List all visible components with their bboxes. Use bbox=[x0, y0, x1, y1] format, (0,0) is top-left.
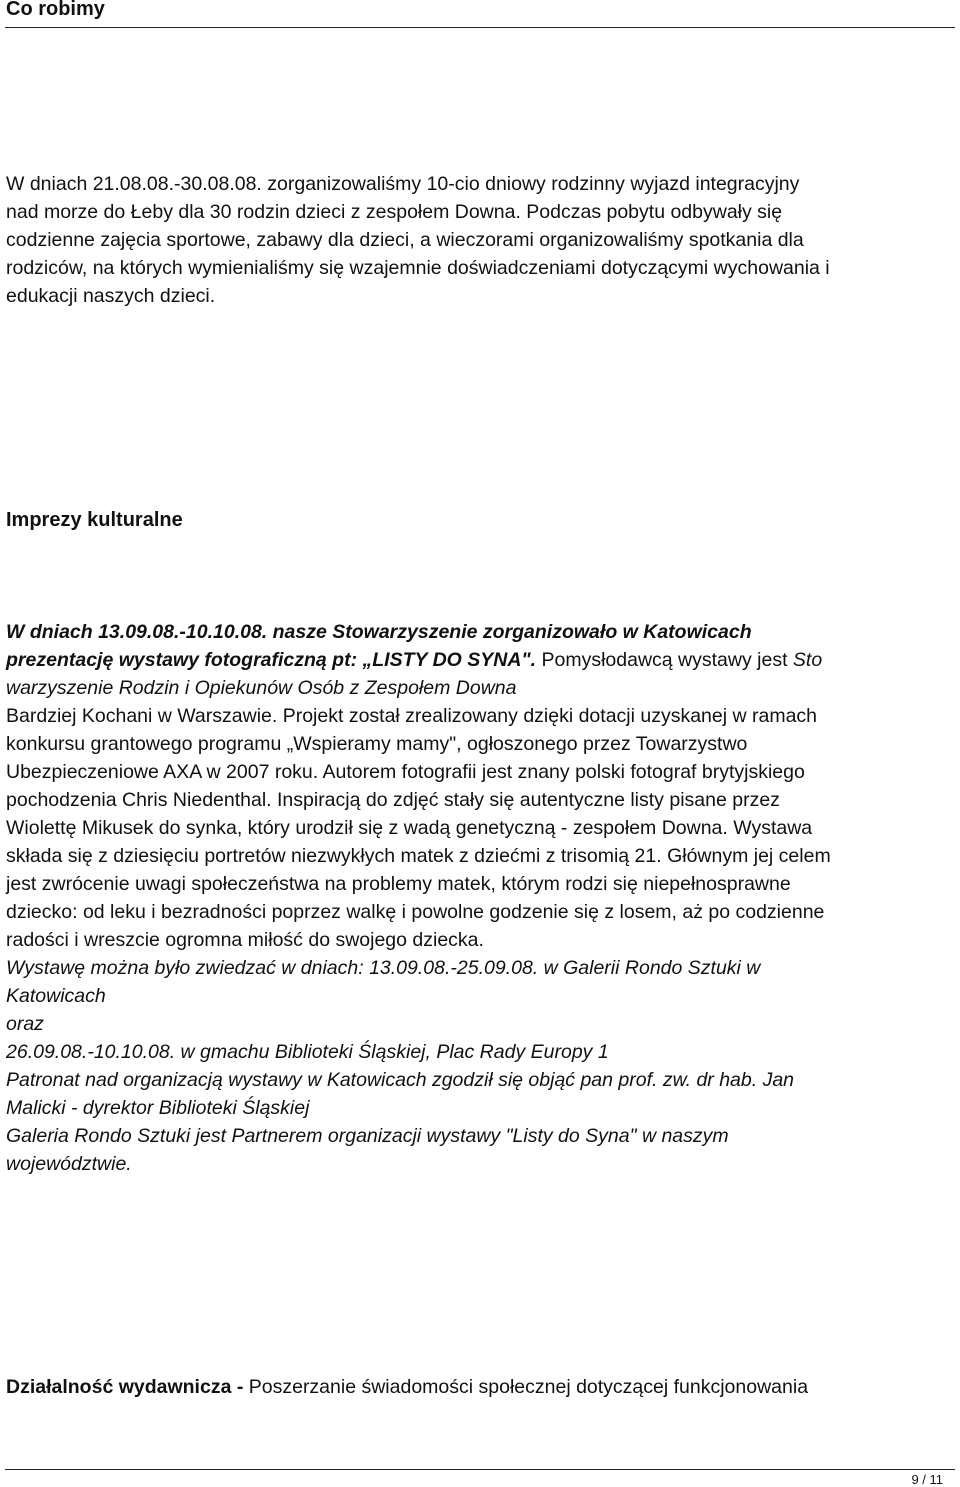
text-line: edukacji naszych dzieci. bbox=[6, 285, 216, 307]
text-segment: Projekt został zrealizowany dzięki dotacji uzyskanej w ramach bbox=[277, 705, 818, 727]
text-line: Wystawę można było zwiedzać w dniach: 13.09.08.-25.09.08. w Galerii Rondo Sztuki w bbox=[6, 957, 761, 979]
text-line: województwie. bbox=[6, 1153, 132, 1175]
text-line: warzyszenie Rodzin i Opiekunów Osób z Zespołem Downa bbox=[6, 677, 517, 699]
exhibition-title: prezentację wystawy fotograficzną pt: „LISTY DO SYNA". bbox=[6, 649, 537, 671]
text-line: Ubezpieczeniowe AXA w 2007 roku. Autorem fotografii jest znany polski fotograf brytyjskiego bbox=[6, 761, 805, 783]
text-line: 26.09.08.-10.10.08. w gmachu Biblioteki Śląskiej, Plac Rady Europy 1 bbox=[6, 1041, 609, 1063]
text-line: W dniach 21.08.08.-30.08.08. zorganizowaliśmy 10-cio dniowy rodzinny wyjazd integracyjny bbox=[6, 173, 800, 195]
text-line: radości i wreszcie ogromna miłość do swojego dziecka. bbox=[6, 929, 484, 951]
trip-paragraph bbox=[6, 170, 830, 310]
publishing-paragraph bbox=[6, 1373, 808, 1401]
text-line: rodziców, na których wymienialiśmy się wzajemnie doświadczeniami dotyczącymi wychowania i bbox=[6, 257, 830, 279]
text-segment: Pomysłodawcą wystawy jest bbox=[536, 649, 793, 671]
page-number: 9 / 11 bbox=[911, 1472, 943, 1487]
text-line: Patronat nad organizacją wystawy w Katowicach zgodził się objąć pan prof. zw. dr hab. Jan bbox=[6, 1069, 795, 1091]
page-title: Co robimy bbox=[6, 0, 105, 20]
text-line: codzienne zajęcia sportowe, zabawy dla dzieci, a wieczorami organizowaliśmy spotkania dla bbox=[6, 229, 804, 251]
text-line: dziecko: od leku i bezradności poprzez walkę i powolne godzenie się z losem, aż po codzienne bbox=[6, 901, 825, 923]
text-line bbox=[6, 702, 831, 730]
text-line: konkursu grantowego programu „Wspieramy mamy", ogłoszonego przez Towarzystwo bbox=[6, 733, 748, 755]
exhibition-paragraph bbox=[6, 618, 831, 1178]
text-line: jest zwrócenie uwagi społeczeństwa na problemy matek, którym rodzi się niepełnosprawne bbox=[6, 873, 791, 895]
text-line: Katowicach bbox=[6, 985, 106, 1007]
header-divider bbox=[5, 27, 955, 28]
text-segment: Sto bbox=[792, 649, 823, 671]
text-line: oraz bbox=[6, 1013, 44, 1035]
text-line: składa się z dziesięciu portretów niezwykłych matek z dziećmi z trisomią 21. Głównym jej celem bbox=[6, 845, 831, 867]
section-heading-culture: Imprezy kulturalne bbox=[6, 509, 183, 531]
text-segment: Bardziej Kochani w Warszawie. bbox=[6, 705, 278, 727]
publishing-label: Działalność wydawnicza - bbox=[6, 1376, 244, 1398]
text-line bbox=[6, 646, 831, 674]
text-line: Wiolettę Mikusek do synka, który urodził się z wadą genetyczną - zespołem Downa. Wystawa bbox=[6, 817, 813, 839]
footer-divider bbox=[5, 1469, 955, 1470]
text-line: W dniach 13.09.08.-10.10.08. nasze Stowarzyszenie zorganizowało w Katowicach bbox=[6, 621, 752, 643]
text-line: pochodzenia Chris Niedenthal. Inspiracją do zdjęć stały się autentyczne listy pisane przez bbox=[6, 789, 780, 811]
text-segment: Poszerzanie świadomości społecznej dotyczącej funkcjonowania bbox=[243, 1376, 809, 1398]
text-line: Galeria Rondo Sztuki jest Partnerem organizacji wystawy "Listy do Syna" w naszym bbox=[6, 1125, 729, 1147]
text-line: nad morze do Łeby dla 30 rodzin dzieci z zespołem Downa. Podczas pobytu odbywały się bbox=[6, 201, 783, 223]
text-line: Malicki - dyrektor Biblioteki Śląskiej bbox=[6, 1097, 310, 1119]
